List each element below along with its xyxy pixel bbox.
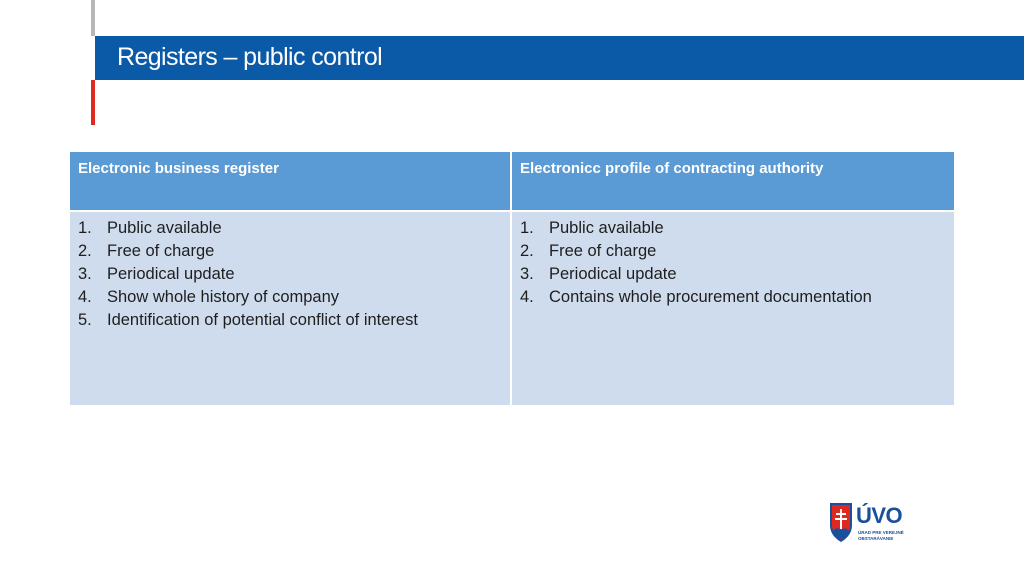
item-text: Public available — [107, 219, 222, 237]
logo-caption-line2: OBSTARÁVANIE — [858, 536, 894, 541]
item-number: 1. — [78, 219, 92, 237]
header-contracting-authority-profile: Electronicc profile of contracting authority — [512, 152, 954, 210]
contracting-authority-profile-cell — [512, 212, 954, 405]
slovak-shield-icon — [829, 501, 853, 543]
list-item — [78, 217, 502, 240]
title-bar — [95, 36, 1024, 80]
item-text: Periodical update — [549, 265, 677, 283]
item-text: Identification of potential conflict of interest — [107, 311, 418, 329]
business-register-cell — [70, 212, 510, 405]
item-number: 3. — [520, 265, 534, 283]
item-number: 2. — [520, 242, 534, 260]
list-item — [78, 263, 502, 286]
list-item — [78, 309, 502, 332]
list-item — [520, 263, 946, 286]
accent-line-red — [91, 80, 95, 125]
accent-line-top — [91, 0, 95, 36]
list-item — [78, 240, 502, 263]
list-item — [78, 286, 502, 309]
list-item — [520, 286, 946, 309]
uvo-logo — [829, 501, 911, 545]
item-text: Periodical update — [107, 265, 235, 283]
item-text: Public available — [549, 219, 664, 237]
logo-caption-line1: ÚRAD PRE VEREJNÉ — [858, 530, 904, 535]
item-number: 2. — [78, 242, 92, 260]
item-text: Contains whole procurement documentation — [549, 288, 872, 306]
contracting-authority-profile-list — [520, 217, 946, 309]
item-text: Show whole history of company — [107, 288, 340, 306]
item-number: 4. — [520, 288, 534, 306]
business-register-list — [78, 217, 502, 332]
item-number: 1. — [520, 219, 534, 237]
list-item — [520, 240, 946, 263]
item-number: 3. — [78, 265, 92, 283]
item-number: 4. — [78, 288, 92, 306]
item-number: 5. — [78, 311, 92, 329]
item-text: Free of charge — [549, 242, 657, 260]
list-item — [520, 217, 946, 240]
slide-title: Registers – public control — [117, 43, 383, 71]
logo-wordmark: ÚVO — [856, 503, 903, 528]
item-text: Free of charge — [107, 242, 215, 260]
comparison-table — [70, 152, 954, 405]
header-business-register: Electronic business register — [70, 152, 510, 210]
